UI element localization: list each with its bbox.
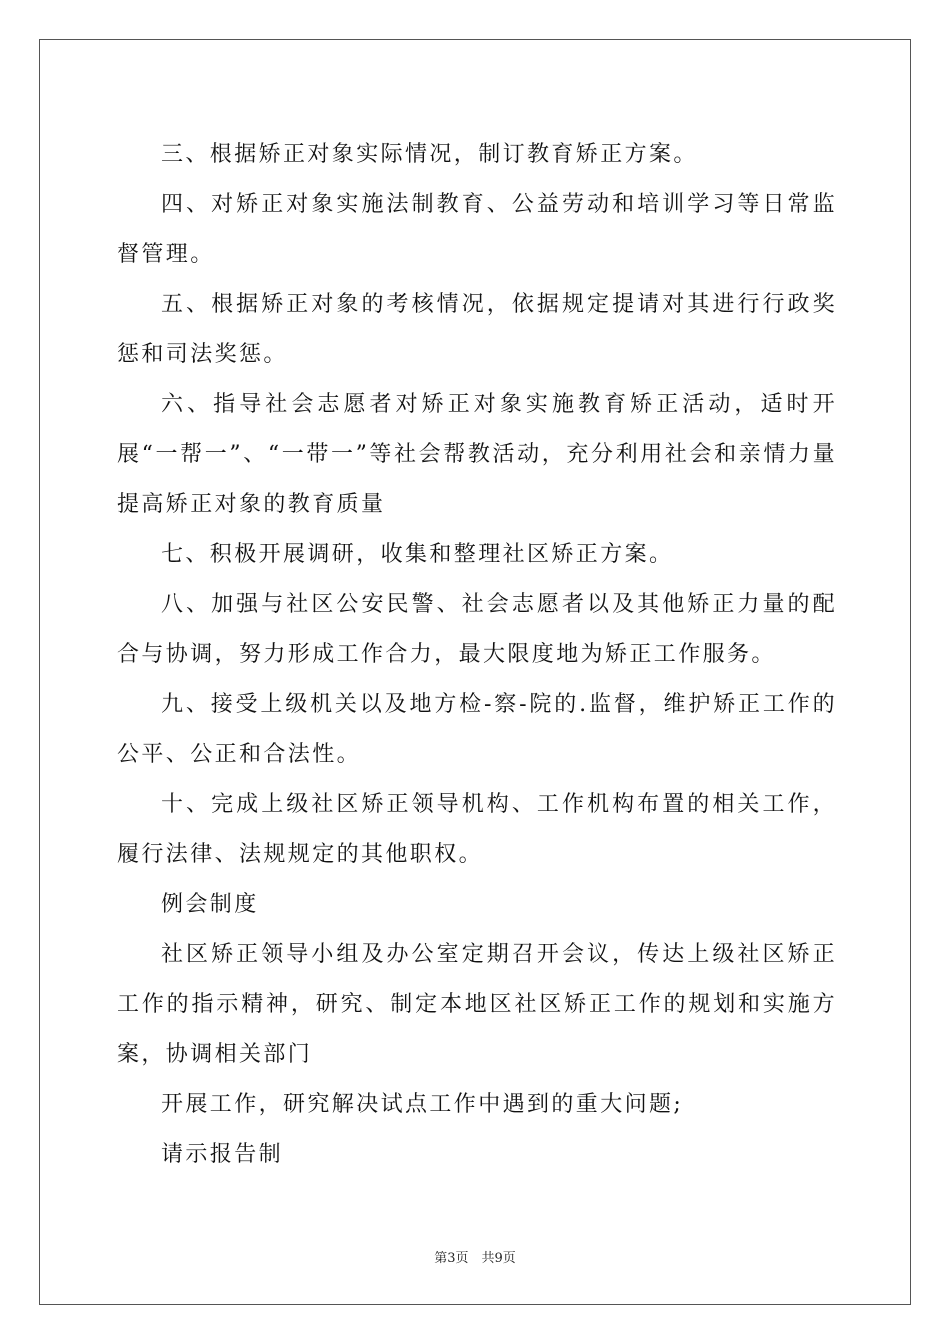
page-number-footer: 第3页 共9页 (434, 1251, 516, 1266)
paragraph-7: 七、积极开展调研，收集和整理社区矫正方案。 (161, 542, 674, 567)
paragraph-4: 四、对矫正对象实施法制教育、公益劳动和培训学习等日常监督管理。 (117, 192, 837, 267)
section-heading-report-system: 请示报告制 (161, 1142, 284, 1167)
section-heading-meeting-system: 例会制度 (161, 892, 259, 917)
paragraph-meeting-continued: 开展工作，研究解决试点工作中遇到的重大问题; (161, 1092, 684, 1117)
paragraph-10: 十、完成上级社区矫正领导机构、工作机构布置的相关工作，履行法律、法规规定的其他职权。 (117, 792, 837, 867)
paragraph-6: 六、指导社会志愿者对矫正对象实施教育矫正活动，适时开展“一帮一”、“一带一”等社会帮教活动，充分利用社会和亲情力量提高矫正对象的教育质量 (117, 392, 837, 517)
paragraph-9: 九、接受上级机关以及地方检-察-院的.监督，维护矫正工作的公平、公正和合法性。 (117, 692, 837, 767)
document-body (117, 130, 837, 1180)
paragraph-8: 八、加强与社区公安民警、社会志愿者以及其他矫正力量的配合与协调，努力形成工作合力，最大限度地为矫正工作服务。 (117, 592, 837, 667)
paragraph-5: 五、根据矫正对象的考核情况，依据规定提请对其进行行政奖惩和司法奖惩。 (117, 292, 837, 367)
paragraph-meeting: 社区矫正领导小组及办公室定期召开会议，传达上级社区矫正工作的指示精神，研究、制定本地区社区矫正工作的规划和实施方案，协调相关部门 (117, 942, 837, 1067)
paragraph-3: 三、根据矫正对象实际情况，制订教育矫正方案。 (161, 142, 698, 167)
